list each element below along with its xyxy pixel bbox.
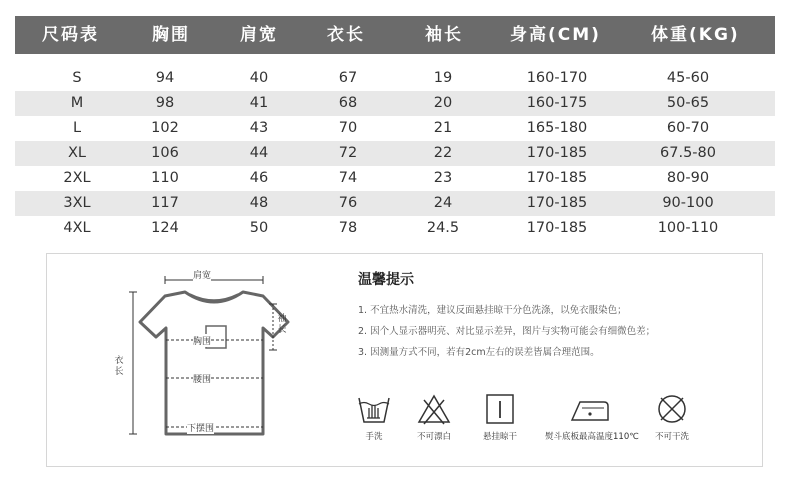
cell-chest: 110 xyxy=(151,170,179,186)
header-shoulder: 肩宽 xyxy=(240,25,278,45)
header-weight: 体重(KG) xyxy=(651,25,740,45)
cell-length: 76 xyxy=(338,195,358,211)
cell-shoulder: 46 xyxy=(249,170,269,186)
cell-size: 3XL xyxy=(63,195,91,211)
care-symbol-label: 不可干洗 xyxy=(654,432,689,442)
cell-height: 170-185 xyxy=(526,145,588,161)
waist-label: 腰围 xyxy=(193,372,211,385)
cell-sleeve: 21 xyxy=(433,120,453,136)
cell-weight: 100-110 xyxy=(657,220,719,236)
no-bleach-icon xyxy=(416,392,452,426)
cell-size: L xyxy=(72,120,82,136)
cell-sleeve: 23 xyxy=(433,170,453,186)
cell-size: 4XL xyxy=(63,220,91,236)
cell-length: 67 xyxy=(338,70,358,86)
header-length: 衣长 xyxy=(327,25,365,45)
care-title: 温馨提示 xyxy=(358,272,414,288)
care-symbol xyxy=(545,392,639,442)
care-symbol xyxy=(455,392,545,442)
cell-chest: 98 xyxy=(155,95,175,111)
cell-weight: 80-90 xyxy=(666,170,710,186)
chest-label: 胸围 xyxy=(193,334,211,347)
care-symbol-label: 悬挂晾干 xyxy=(482,432,517,442)
care-symbol xyxy=(627,392,717,442)
cell-length: 78 xyxy=(338,220,358,236)
cell-height: 160-175 xyxy=(526,95,588,111)
cell-height: 170-185 xyxy=(526,195,588,211)
header-sleeve: 袖长 xyxy=(425,25,463,45)
cell-shoulder: 40 xyxy=(249,70,269,86)
cell-weight: 67.5-80 xyxy=(660,145,716,161)
cell-weight: 45-60 xyxy=(666,70,710,86)
cell-size: 2XL xyxy=(63,170,91,186)
header-size: 尺码表 xyxy=(42,25,99,45)
cell-size: M xyxy=(70,95,84,111)
tshirt-outline-icon xyxy=(140,292,288,434)
cell-sleeve: 20 xyxy=(433,95,453,111)
cell-size: S xyxy=(72,70,82,86)
cell-length: 68 xyxy=(338,95,358,111)
care-note: 3. 因测量方式不同，若有2cm左右的误差皆属合理范围。 xyxy=(358,347,600,358)
care-note: 2. 因个人显示器明亮、对比显示差异，图片与实物可能会有细微色差； xyxy=(358,326,656,337)
length-label: 衣长 xyxy=(114,356,124,377)
cell-length: 72 xyxy=(338,145,358,161)
care-symbol-label: 手洗 xyxy=(365,432,383,442)
cell-weight: 90-100 xyxy=(662,195,714,211)
cell-chest: 124 xyxy=(151,220,179,236)
hem-label: 下摆围 xyxy=(187,421,214,434)
cell-height: 170-185 xyxy=(526,220,588,236)
cell-chest: 117 xyxy=(151,195,179,211)
hand-wash-icon xyxy=(356,392,392,426)
cell-height: 165-180 xyxy=(526,120,588,136)
cell-sleeve: 19 xyxy=(433,70,453,86)
cell-chest: 102 xyxy=(151,120,179,136)
care-symbol-label: 熨斗底板最高温度110℃ xyxy=(545,432,639,442)
cell-height: 160-170 xyxy=(526,70,588,86)
shoulder-label: 肩宽 xyxy=(193,268,211,281)
cell-weight: 50-65 xyxy=(666,95,710,111)
cell-chest: 106 xyxy=(151,145,179,161)
header-chest: 胸围 xyxy=(152,25,190,45)
cell-size: XL xyxy=(67,145,87,161)
hang-dry-icon xyxy=(482,392,518,426)
iron-icon xyxy=(568,392,612,426)
cell-shoulder: 44 xyxy=(249,145,269,161)
header-height: 身高(CM) xyxy=(510,25,601,45)
care-note: 1. 不宜热水清洗，建议反面悬挂晾干分色洗涤，以免衣服染色； xyxy=(358,305,627,316)
no-dry-clean-icon xyxy=(654,392,690,426)
cell-shoulder: 48 xyxy=(249,195,269,211)
cell-shoulder: 41 xyxy=(249,95,269,111)
cell-chest: 94 xyxy=(155,70,175,86)
cell-length: 74 xyxy=(338,170,358,186)
cell-sleeve: 24 xyxy=(433,195,453,211)
cell-sleeve: 22 xyxy=(433,145,453,161)
sleeve-label: 袖长 xyxy=(277,314,287,335)
cell-shoulder: 43 xyxy=(249,120,269,136)
cell-length: 70 xyxy=(338,120,358,136)
cell-weight: 60-70 xyxy=(666,120,710,136)
cell-sleeve: 24.5 xyxy=(426,220,460,236)
care-symbol-label: 不可漂白 xyxy=(416,432,451,442)
cell-shoulder: 50 xyxy=(249,220,269,236)
cell-height: 170-185 xyxy=(526,170,588,186)
